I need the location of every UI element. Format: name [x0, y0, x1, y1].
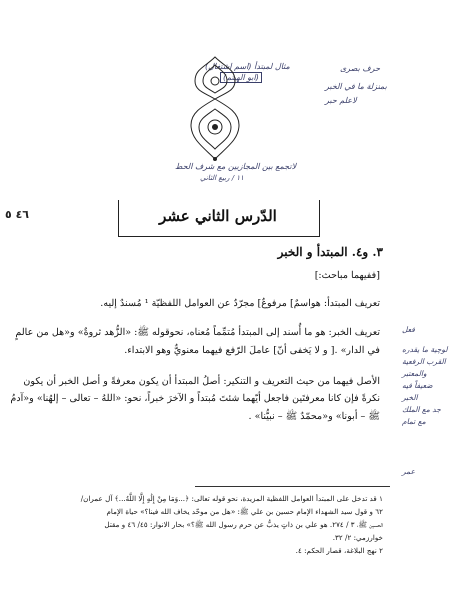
body-line-4: في الدار» .[ و لا يَخفى أنّ] عاملَ الرّفع فيهما معنويٌّ وهو الابتداء.	[124, 345, 380, 356]
body-line-6: نكرةً فإن كانا معرفتَين فاجعل أيّهما شئتَ مُبتداً و الآخرَ خبراً، نحو: «اللهُ – تعالى – إلهُنا» و«آدمُ	[10, 393, 380, 404]
ornament-icon	[185, 55, 245, 165]
footnote-line-4: خوارزمي: ٢/ ٣٢.	[332, 533, 383, 542]
lesson-title: الدّرس الثاني عشر	[159, 207, 277, 225]
margin-note-3: القرب الرفعية	[402, 357, 446, 366]
section-heading: ٣. و٤. المبتدأ و الخبر	[277, 245, 383, 259]
footnote-line-3: الحسين ﷺ، ٣ / ٢٧٤. هو علي بن ذاتٍ يذبُّ عن حرم رسول الله ﷺ؟» بحار الانوار: ٤٥/ ٤٦ و مقتل	[104, 520, 383, 529]
footnote-line-2: ٦٢ و قول سيد الشهداء الإمام حسين بن علي ﷺ: «هل من موحّد يخاف الله فينا؟» حياة الإمام	[106, 507, 383, 516]
margin-note-1: فعل	[402, 325, 415, 334]
margin-note-7: جد مع الملك	[402, 405, 441, 414]
handwritten-note-top-3: بمنزلة ما في الخبر	[325, 82, 387, 91]
margin-note-8: مع تمام	[402, 417, 426, 426]
margin-note-5: ضعيفاً فيه	[402, 381, 433, 390]
handwritten-note-mid-sub: ١١ / ربيع الثاني	[200, 174, 244, 182]
body-line-2: تعريف المبتدأ: هواسمٌ] مرفوعٌ] مجرّدٌ عن العوامل اللفظيّة ¹ مُسندٌ إليه.	[100, 298, 380, 309]
margin-note-9: عمر	[402, 467, 415, 476]
footnote-rule	[195, 486, 390, 487]
handwritten-note-top-2: حرف بصرى	[340, 64, 381, 73]
body-line-1: [ففيهما مباحث:]	[314, 270, 380, 281]
handwritten-note-top-1: مثال لمبتدأ (اسم اشتغال)	[205, 62, 290, 71]
body-line-3: تعريف الخبر: هو ما أُسند إلى المبتدأ مُتمِّماً مُعناه، نحوقوله ﷺ: «الزُّهد ثروةٌ» و«هل من عالمٍ	[15, 327, 380, 338]
footnote-line-1: ١ قد تدخل على المبتدأ العوامل اللفظية المزيدة، نحو قوله تعالى: ﴿...وَمَا مِنْ إِلَٰهٍ إِلَّا اللَّهُ...﴾ آل عمران/	[80, 494, 383, 503]
handwritten-note-mid: لاتجمع بين المجازيين مع شرف الحط	[175, 162, 297, 171]
handwritten-note-top-4: لاعلم حبر	[325, 96, 357, 105]
footnote-line-5: ٢ نهج البلاغة، قصار الحكم: ٤.	[295, 546, 383, 555]
handwritten-box-note: (ابو الهيثم)	[220, 72, 262, 83]
margin-note-4: والمعتبر	[402, 369, 427, 378]
body-line-5: الأصل فيهما من حيث التعريف و التنكير: أصلُ المبتدأ أن يكون معرفةً و أصل الخبر أن يكون	[23, 376, 380, 387]
page-number: ٤٦ ٥	[5, 208, 29, 221]
margin-note-2: لوچية ما يقدره	[402, 345, 448, 354]
body-line-7: ﷺ – أبونا» و«محمّدٌ ﷺ – نبيُّنا» .	[248, 411, 380, 422]
margin-note-6: الخبر	[402, 393, 418, 402]
